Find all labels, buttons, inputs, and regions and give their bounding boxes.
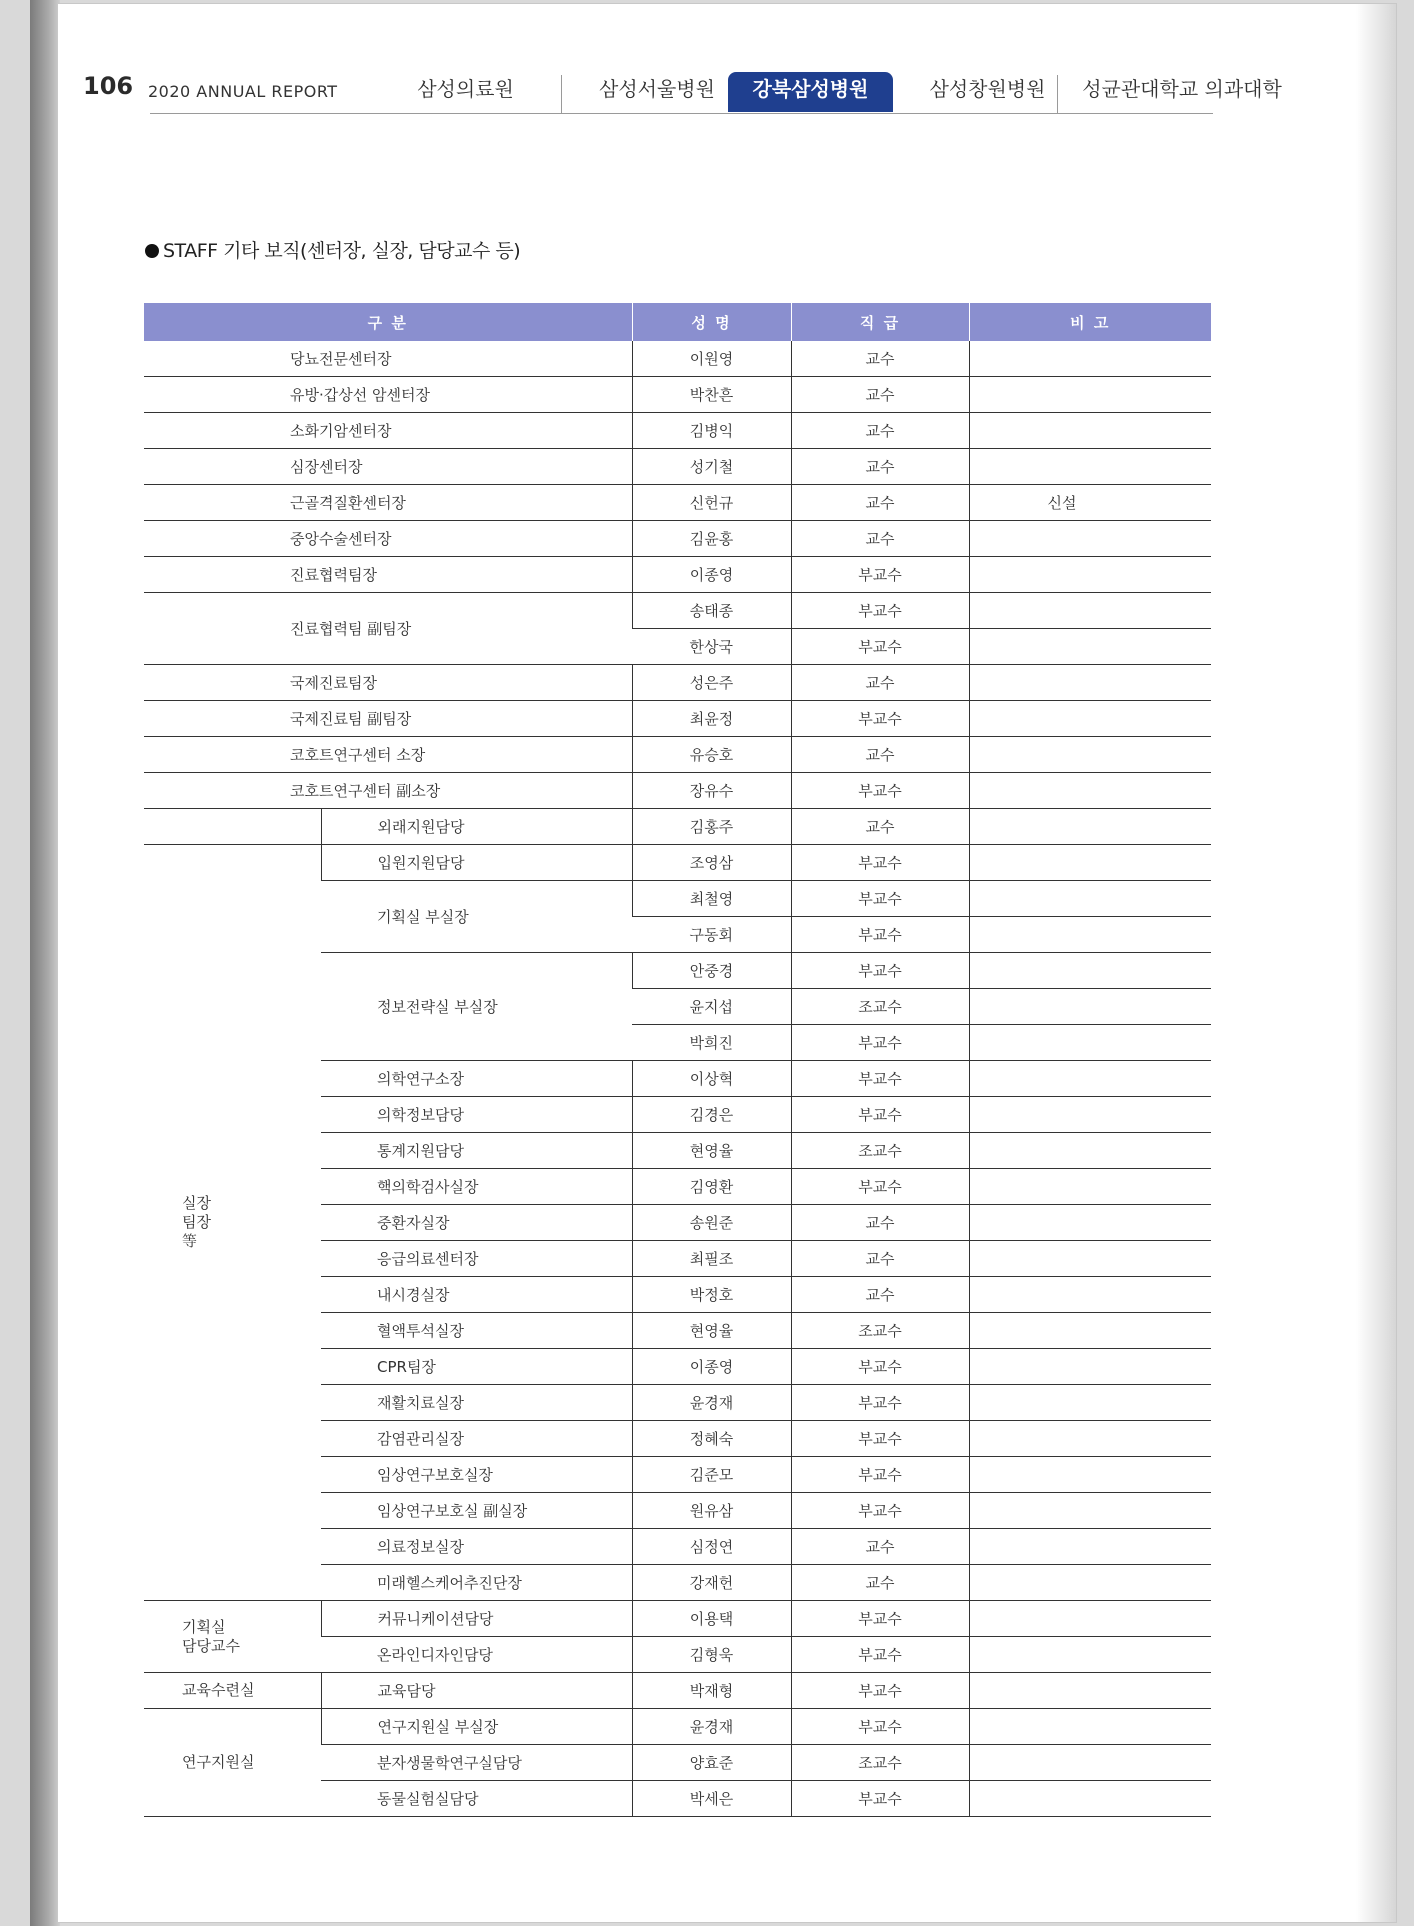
staff-name: 윤지섭 bbox=[632, 989, 791, 1025]
staff-rank: 교수 bbox=[791, 809, 969, 845]
table-row bbox=[144, 809, 1211, 845]
row-subcategory: 재활치료실장 bbox=[321, 1385, 632, 1421]
row-subcategory: 의학정보담당 bbox=[321, 1097, 632, 1133]
row-subcategory: 입원지원담당 bbox=[321, 845, 632, 881]
staff-note bbox=[969, 1457, 1211, 1493]
group-label-line: 等 bbox=[182, 1232, 198, 1250]
staff-note bbox=[969, 1385, 1211, 1421]
row-category: 코호트연구센터 副소장 bbox=[144, 773, 632, 809]
staff-name: 최윤정 bbox=[632, 701, 791, 737]
row-subcategory: 커뮤니케이션담당 bbox=[321, 1601, 632, 1637]
staff-name: 현영율 bbox=[632, 1313, 791, 1349]
header-note: 비 고 bbox=[969, 303, 1211, 341]
staff-note bbox=[969, 593, 1211, 629]
header-name: 성 명 bbox=[632, 303, 791, 341]
group-label-line: 기획실 bbox=[182, 1617, 226, 1636]
row-group bbox=[144, 845, 321, 1601]
staff-rank: 부교수 bbox=[791, 1385, 969, 1421]
row-category: 유방·갑상선 암센터장 bbox=[144, 377, 632, 413]
group-label-line: 교육수련실 bbox=[182, 1681, 255, 1699]
table-row bbox=[144, 701, 1211, 737]
row-group bbox=[144, 1601, 321, 1673]
staff-name: 김형욱 bbox=[632, 1637, 791, 1673]
staff-note bbox=[969, 1421, 1211, 1457]
staff-note bbox=[969, 377, 1211, 413]
staff-note bbox=[969, 1673, 1211, 1709]
header-rule bbox=[150, 113, 1213, 114]
row-subcategory: 분자생물학연구실담당 bbox=[321, 1745, 632, 1781]
staff-note bbox=[969, 1493, 1211, 1529]
staff-rank: 부교수 bbox=[791, 1673, 969, 1709]
staff-name: 장유수 bbox=[632, 773, 791, 809]
row-subcategory: 동물실험실담당 bbox=[321, 1781, 632, 1817]
row-category: 국제진료팀장 bbox=[144, 665, 632, 701]
row-subcategory: 내시경실장 bbox=[321, 1277, 632, 1313]
staff-name: 최필조 bbox=[632, 1241, 791, 1277]
staff-name: 이종영 bbox=[632, 1349, 791, 1385]
staff-rank: 부교수 bbox=[791, 1781, 969, 1817]
header-rank: 직 급 bbox=[791, 303, 969, 341]
staff-note bbox=[969, 1781, 1211, 1817]
staff-rank: 조교수 bbox=[791, 1313, 969, 1349]
staff-note bbox=[969, 1169, 1211, 1205]
row-subcategory: 연구지원실 부실장 bbox=[321, 1709, 632, 1745]
table-row bbox=[144, 449, 1211, 485]
staff-rank: 부교수 bbox=[791, 1349, 969, 1385]
staff-name: 신헌규 bbox=[632, 485, 791, 521]
staff-rank: 부교수 bbox=[791, 557, 969, 593]
staff-rank: 교수 bbox=[791, 341, 969, 377]
staff-rank: 부교수 bbox=[791, 593, 969, 629]
row-group bbox=[144, 1673, 321, 1709]
staff-name: 성은주 bbox=[632, 665, 791, 701]
row-category: 국제진료팀 副팀장 bbox=[144, 701, 632, 737]
staff-note bbox=[969, 1709, 1211, 1745]
staff-note bbox=[969, 809, 1211, 845]
row-subcategory: 온라인디자인담당 bbox=[321, 1637, 632, 1673]
row-category: 심장센터장 bbox=[144, 449, 632, 485]
staff-rank: 교수 bbox=[791, 413, 969, 449]
staff-name: 심정연 bbox=[632, 1529, 791, 1565]
table-row bbox=[144, 341, 1211, 377]
staff-name: 한상국 bbox=[632, 629, 791, 665]
row-category: 근골격질환센터장 bbox=[144, 485, 632, 521]
staff-rank: 부교수 bbox=[791, 1457, 969, 1493]
staff-name: 유승호 bbox=[632, 737, 791, 773]
staff-note bbox=[969, 341, 1211, 377]
staff-rank: 부교수 bbox=[791, 1637, 969, 1673]
table-row bbox=[144, 593, 1211, 629]
table-row bbox=[144, 737, 1211, 773]
staff-rank: 부교수 bbox=[791, 773, 969, 809]
table-row bbox=[144, 845, 1211, 881]
row-subcategory: 미래헬스케어추진단장 bbox=[321, 1565, 632, 1601]
staff-note bbox=[969, 449, 1211, 485]
staff-note: 신설 bbox=[969, 485, 1211, 521]
staff-note bbox=[969, 665, 1211, 701]
staff-note bbox=[969, 1241, 1211, 1277]
staff-rank: 교수 bbox=[791, 665, 969, 701]
staff-rank: 부교수 bbox=[791, 881, 969, 917]
tab-divider bbox=[561, 75, 562, 113]
staff-rank: 부교수 bbox=[791, 701, 969, 737]
table-row bbox=[144, 1673, 1211, 1709]
table-row bbox=[144, 557, 1211, 593]
tab-samsung-medical-center[interactable]: 삼성의료원 bbox=[417, 77, 514, 101]
staff-rank: 부교수 bbox=[791, 917, 969, 953]
staff-rank: 부교수 bbox=[791, 1061, 969, 1097]
row-subcategory: 정보전략실 부실장 bbox=[321, 953, 632, 1061]
staff-name: 이상혁 bbox=[632, 1061, 791, 1097]
group-label-line: 담당교수 bbox=[182, 1636, 240, 1655]
table-row bbox=[144, 1709, 1211, 1745]
staff-name: 박희진 bbox=[632, 1025, 791, 1061]
group-label-line: 팀장 bbox=[182, 1213, 211, 1231]
staff-note bbox=[969, 521, 1211, 557]
staff-rank: 교수 bbox=[791, 737, 969, 773]
staff-name: 김준모 bbox=[632, 1457, 791, 1493]
staff-name: 김경은 bbox=[632, 1097, 791, 1133]
staff-name: 강재헌 bbox=[632, 1565, 791, 1601]
staff-name: 안중경 bbox=[632, 953, 791, 989]
row-subcategory: 중환자실장 bbox=[321, 1205, 632, 1241]
row-subcategory: 교육담당 bbox=[321, 1673, 632, 1709]
staff-note bbox=[969, 629, 1211, 665]
staff-name: 성기철 bbox=[632, 449, 791, 485]
staff-note bbox=[969, 1133, 1211, 1169]
row-group-empty bbox=[144, 809, 321, 845]
row-group bbox=[144, 1709, 321, 1817]
row-subcategory: 의료정보실장 bbox=[321, 1529, 632, 1565]
staff-note bbox=[969, 557, 1211, 593]
staff-name: 송원준 bbox=[632, 1205, 791, 1241]
staff-name: 이종영 bbox=[632, 557, 791, 593]
row-subcategory: 응급의료센터장 bbox=[321, 1241, 632, 1277]
staff-rank: 교수 bbox=[791, 377, 969, 413]
row-subcategory: 핵의학검사실장 bbox=[321, 1169, 632, 1205]
staff-rank: 부교수 bbox=[791, 1421, 969, 1457]
row-subcategory: 외래지원담당 bbox=[321, 809, 632, 845]
row-category: 중앙수술센터장 bbox=[144, 521, 632, 557]
book-spine bbox=[30, 0, 60, 1926]
staff-note bbox=[969, 1349, 1211, 1385]
tab-skku-medical-school[interactable]: 성균관대학교 의과대학 bbox=[1082, 77, 1282, 101]
staff-rank: 부교수 bbox=[791, 1493, 969, 1529]
row-category: 코호트연구센터 소장 bbox=[144, 737, 632, 773]
staff-note bbox=[969, 953, 1211, 989]
staff-note bbox=[969, 881, 1211, 917]
staff-rank: 교수 bbox=[791, 1241, 969, 1277]
staff-rank: 부교수 bbox=[791, 1601, 969, 1637]
staff-name: 박정호 bbox=[632, 1277, 791, 1313]
staff-name: 현영율 bbox=[632, 1133, 791, 1169]
staff-rank: 조교수 bbox=[791, 1133, 969, 1169]
staff-rank: 조교수 bbox=[791, 1745, 969, 1781]
row-subcategory: 임상연구보호실장 bbox=[321, 1457, 632, 1493]
staff-name: 김윤홍 bbox=[632, 521, 791, 557]
staff-name: 박찬흔 bbox=[632, 377, 791, 413]
staff-rank: 교수 bbox=[791, 1277, 969, 1313]
staff-note bbox=[969, 773, 1211, 809]
staff-name: 이용택 bbox=[632, 1601, 791, 1637]
row-subcategory: 통계지원담당 bbox=[321, 1133, 632, 1169]
row-subcategory: 혈액투석실장 bbox=[321, 1313, 632, 1349]
row-subcategory: 기획실 부실장 bbox=[321, 881, 632, 953]
staff-name: 조영삼 bbox=[632, 845, 791, 881]
staff-rank: 부교수 bbox=[791, 845, 969, 881]
staff-rank: 교수 bbox=[791, 449, 969, 485]
staff-note bbox=[969, 1637, 1211, 1673]
staff-note bbox=[969, 1565, 1211, 1601]
staff-name: 송태종 bbox=[632, 593, 791, 629]
staff-note bbox=[969, 845, 1211, 881]
page-edge-shadow bbox=[1356, 4, 1396, 1922]
table-row bbox=[144, 665, 1211, 701]
staff-name: 김영환 bbox=[632, 1169, 791, 1205]
staff-note bbox=[969, 1529, 1211, 1565]
staff-note bbox=[969, 1277, 1211, 1313]
staff-note bbox=[969, 1745, 1211, 1781]
staff-note bbox=[969, 917, 1211, 953]
tab-divider bbox=[1057, 75, 1058, 113]
table-body bbox=[144, 341, 1211, 1817]
staff-name: 윤경재 bbox=[632, 1709, 791, 1745]
staff-note bbox=[969, 989, 1211, 1025]
tab-kangbuk-samsung-hospital[interactable]: 강북삼성병원 bbox=[728, 72, 893, 112]
staff-name: 김홍주 bbox=[632, 809, 791, 845]
staff-note bbox=[969, 701, 1211, 737]
tab-samsung-changwon-hospital[interactable]: 삼성창원병원 bbox=[929, 77, 1046, 101]
staff-name: 이원영 bbox=[632, 341, 791, 377]
row-category: 당뇨전문센터장 bbox=[144, 341, 632, 377]
group-label-line: 연구지원실 bbox=[182, 1753, 255, 1771]
staff-note bbox=[969, 1097, 1211, 1133]
table-header-row bbox=[144, 303, 1211, 341]
row-subcategory: 감염관리실장 bbox=[321, 1421, 632, 1457]
staff-name: 박재형 bbox=[632, 1673, 791, 1709]
staff-rank: 부교수 bbox=[791, 629, 969, 665]
staff-name: 양효준 bbox=[632, 1745, 791, 1781]
staff-name: 최철영 bbox=[632, 881, 791, 917]
staff-rank: 부교수 bbox=[791, 1169, 969, 1205]
row-category: 진료협력팀 副팀장 bbox=[144, 593, 632, 665]
row-subcategory: CPR팀장 bbox=[321, 1349, 632, 1385]
group-label-line: 실장 bbox=[182, 1194, 211, 1212]
staff-name: 김병익 bbox=[632, 413, 791, 449]
table-row bbox=[144, 413, 1211, 449]
table-row bbox=[144, 773, 1211, 809]
staff-note bbox=[969, 737, 1211, 773]
staff-rank: 부교수 bbox=[791, 1709, 969, 1745]
staff-rank: 교수 bbox=[791, 1565, 969, 1601]
staff-rank: 조교수 bbox=[791, 989, 969, 1025]
report-title: 2020 ANNUAL REPORT bbox=[148, 82, 338, 101]
staff-rank: 부교수 bbox=[791, 1025, 969, 1061]
staff-name: 구동회 bbox=[632, 917, 791, 953]
staff-note bbox=[969, 1025, 1211, 1061]
section-title: STAFF 기타 보직(센터장, 실장, 담당교수 등) bbox=[145, 236, 520, 263]
header-category: 구 분 bbox=[144, 303, 632, 341]
staff-rank: 교수 bbox=[791, 485, 969, 521]
table-row bbox=[144, 1601, 1211, 1637]
table-row bbox=[144, 485, 1211, 521]
staff-rank: 교수 bbox=[791, 1205, 969, 1241]
table-row bbox=[144, 521, 1211, 557]
staff-name: 정혜숙 bbox=[632, 1421, 791, 1457]
staff-rank: 교수 bbox=[791, 1529, 969, 1565]
row-category: 소화기암센터장 bbox=[144, 413, 632, 449]
row-category: 진료협력팀장 bbox=[144, 557, 632, 593]
staff-rank: 부교수 bbox=[791, 953, 969, 989]
staff-name: 원유삼 bbox=[632, 1493, 791, 1529]
staff-rank: 부교수 bbox=[791, 1097, 969, 1133]
row-subcategory: 임상연구보호실 副실장 bbox=[321, 1493, 632, 1529]
staff-note bbox=[969, 1061, 1211, 1097]
staff-note bbox=[969, 1601, 1211, 1637]
table-row bbox=[144, 377, 1211, 413]
page-number: 106 bbox=[83, 72, 134, 100]
tab-samsung-seoul-hospital[interactable]: 삼성서울병원 bbox=[599, 77, 715, 101]
staff-name: 윤경재 bbox=[632, 1385, 791, 1421]
staff-name: 박세은 bbox=[632, 1781, 791, 1817]
staff-note bbox=[969, 1205, 1211, 1241]
staff-table bbox=[144, 303, 1211, 1817]
row-subcategory: 의학연구소장 bbox=[321, 1061, 632, 1097]
bullet-icon bbox=[145, 244, 159, 258]
staff-rank: 교수 bbox=[791, 521, 969, 557]
staff-note bbox=[969, 413, 1211, 449]
staff-note bbox=[969, 1313, 1211, 1349]
